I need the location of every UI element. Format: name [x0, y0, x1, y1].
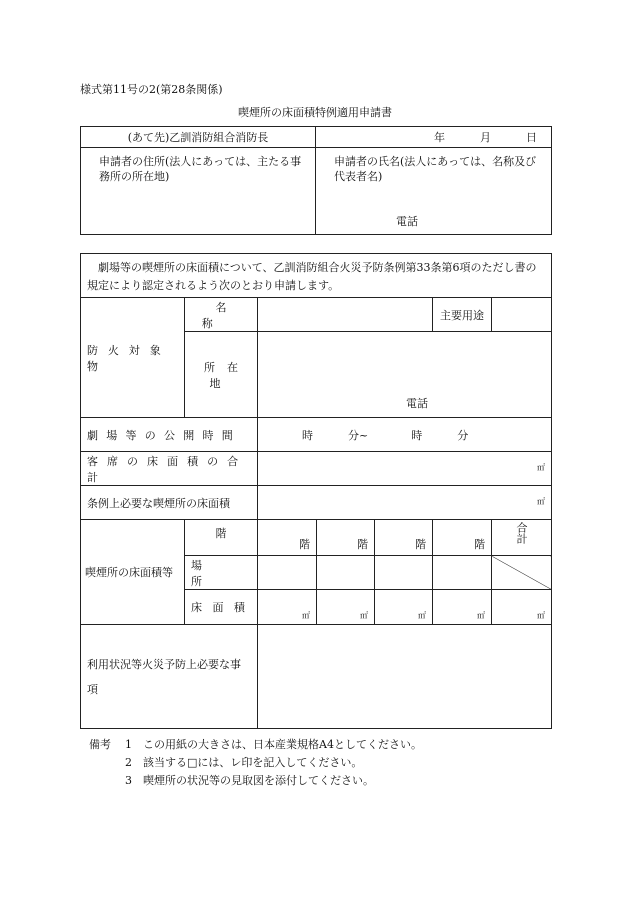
notes-heading: 備考 — [89, 738, 111, 751]
note-number: 1 — [125, 738, 132, 751]
floor-cell-2[interactable]: 階 — [317, 520, 375, 556]
location-label: 所在地 — [185, 332, 258, 418]
note-2 — [89, 754, 549, 772]
area-cell-1[interactable]: ㎡ — [258, 590, 317, 625]
hours-start-hour: 時 — [302, 428, 313, 442]
seat-area-unit: ㎡ — [537, 462, 546, 472]
total-label: 合計 — [492, 520, 552, 556]
applicant-name-label: 申請者の氏名(法人にあっては、名称及び代表者名) — [334, 155, 537, 183]
name-label: 名称 — [185, 298, 258, 332]
note-text: 喫煙所の状況等の見取図を添付してください。 — [143, 774, 374, 787]
form-title: 喫煙所の床面積特例適用申請書 — [238, 106, 392, 119]
note-3 — [89, 772, 549, 790]
place-cell-1[interactable] — [258, 556, 317, 590]
remarks-label: 利用状況等火災予防上必要な事項 — [81, 625, 258, 729]
public-hours-field[interactable] — [258, 418, 552, 452]
required-area-field[interactable] — [258, 486, 552, 520]
required-area-label: 条例上必要な喫煙所の床面積 — [81, 486, 258, 520]
applicant-address-label: 申請者の住所(法人にあっては、主たる事務所の所在地) — [99, 155, 302, 183]
note-1 — [89, 736, 549, 754]
place-cell-3[interactable] — [375, 556, 433, 590]
area-total-cell[interactable]: ㎡ — [492, 590, 552, 625]
note-text: 該当する□には、レ印を記入してください。 — [143, 756, 363, 769]
place-total-cell — [492, 556, 552, 590]
place-cell-4[interactable] — [433, 556, 492, 590]
area-cell-4[interactable]: ㎡ — [433, 590, 492, 625]
seat-area-label: 客席の床面積の合計 — [81, 452, 258, 486]
floor-cell-3[interactable]: 階 — [375, 520, 433, 556]
floor-cell-4[interactable]: 階 — [433, 520, 492, 556]
date-day-label: 日 — [526, 131, 537, 144]
addressee: (あて先)乙訓消防組合消防長 — [81, 127, 316, 148]
applicant-table — [80, 126, 552, 235]
hours-end-minute: 分 — [457, 428, 469, 442]
note-text: この用紙の大きさは、日本産業規格A4としてください。 — [143, 738, 422, 751]
smoking-area-label: 喫煙所の床面積等 — [81, 520, 185, 625]
date-year-label: 年 — [434, 131, 445, 144]
main-use-label: 主要用途 — [433, 298, 492, 332]
area-cell-3[interactable]: ㎡ — [375, 590, 433, 625]
area-label: 床面積 — [185, 590, 258, 625]
note-number: 2 — [125, 756, 132, 769]
remarks-field[interactable] — [258, 625, 552, 729]
notes-section — [89, 736, 549, 790]
application-table — [80, 253, 552, 729]
form-number: 様式第11号の2(第28条関係) — [80, 83, 223, 96]
required-area-unit: ㎡ — [537, 496, 546, 506]
date-month-label: 月 — [480, 131, 491, 144]
application-date[interactable] — [316, 127, 552, 148]
note-number: 3 — [125, 774, 132, 787]
applicant-name-field[interactable] — [316, 148, 552, 235]
area-cell-2[interactable]: ㎡ — [317, 590, 375, 625]
request-statement: 劇場等の喫煙所の床面積について、乙訓消防組合火災予防条例第33条第6項のただし書の規定により認定されるよう次のとおり申請します。 — [81, 254, 552, 298]
place-cell-2[interactable] — [317, 556, 375, 590]
seat-area-field[interactable] — [258, 452, 552, 486]
public-hours-label: 劇場等の公開時間 — [81, 418, 258, 452]
hours-end-hour: 時 — [411, 428, 423, 442]
applicant-address-field[interactable] — [81, 148, 316, 235]
location-phone-label: 電話 — [406, 397, 428, 410]
main-use-field[interactable] — [492, 298, 552, 332]
location-field[interactable] — [258, 332, 552, 418]
place-label: 場所 — [185, 556, 258, 590]
hours-start-minute: 分~ — [348, 428, 369, 442]
name-field[interactable] — [258, 298, 433, 332]
fire-target-label: 防火対象物 — [81, 298, 185, 418]
floor-label: 階 — [185, 520, 258, 556]
applicant-phone-label: 電話 — [396, 215, 418, 228]
floor-cell-1[interactable]: 階 — [258, 520, 317, 556]
